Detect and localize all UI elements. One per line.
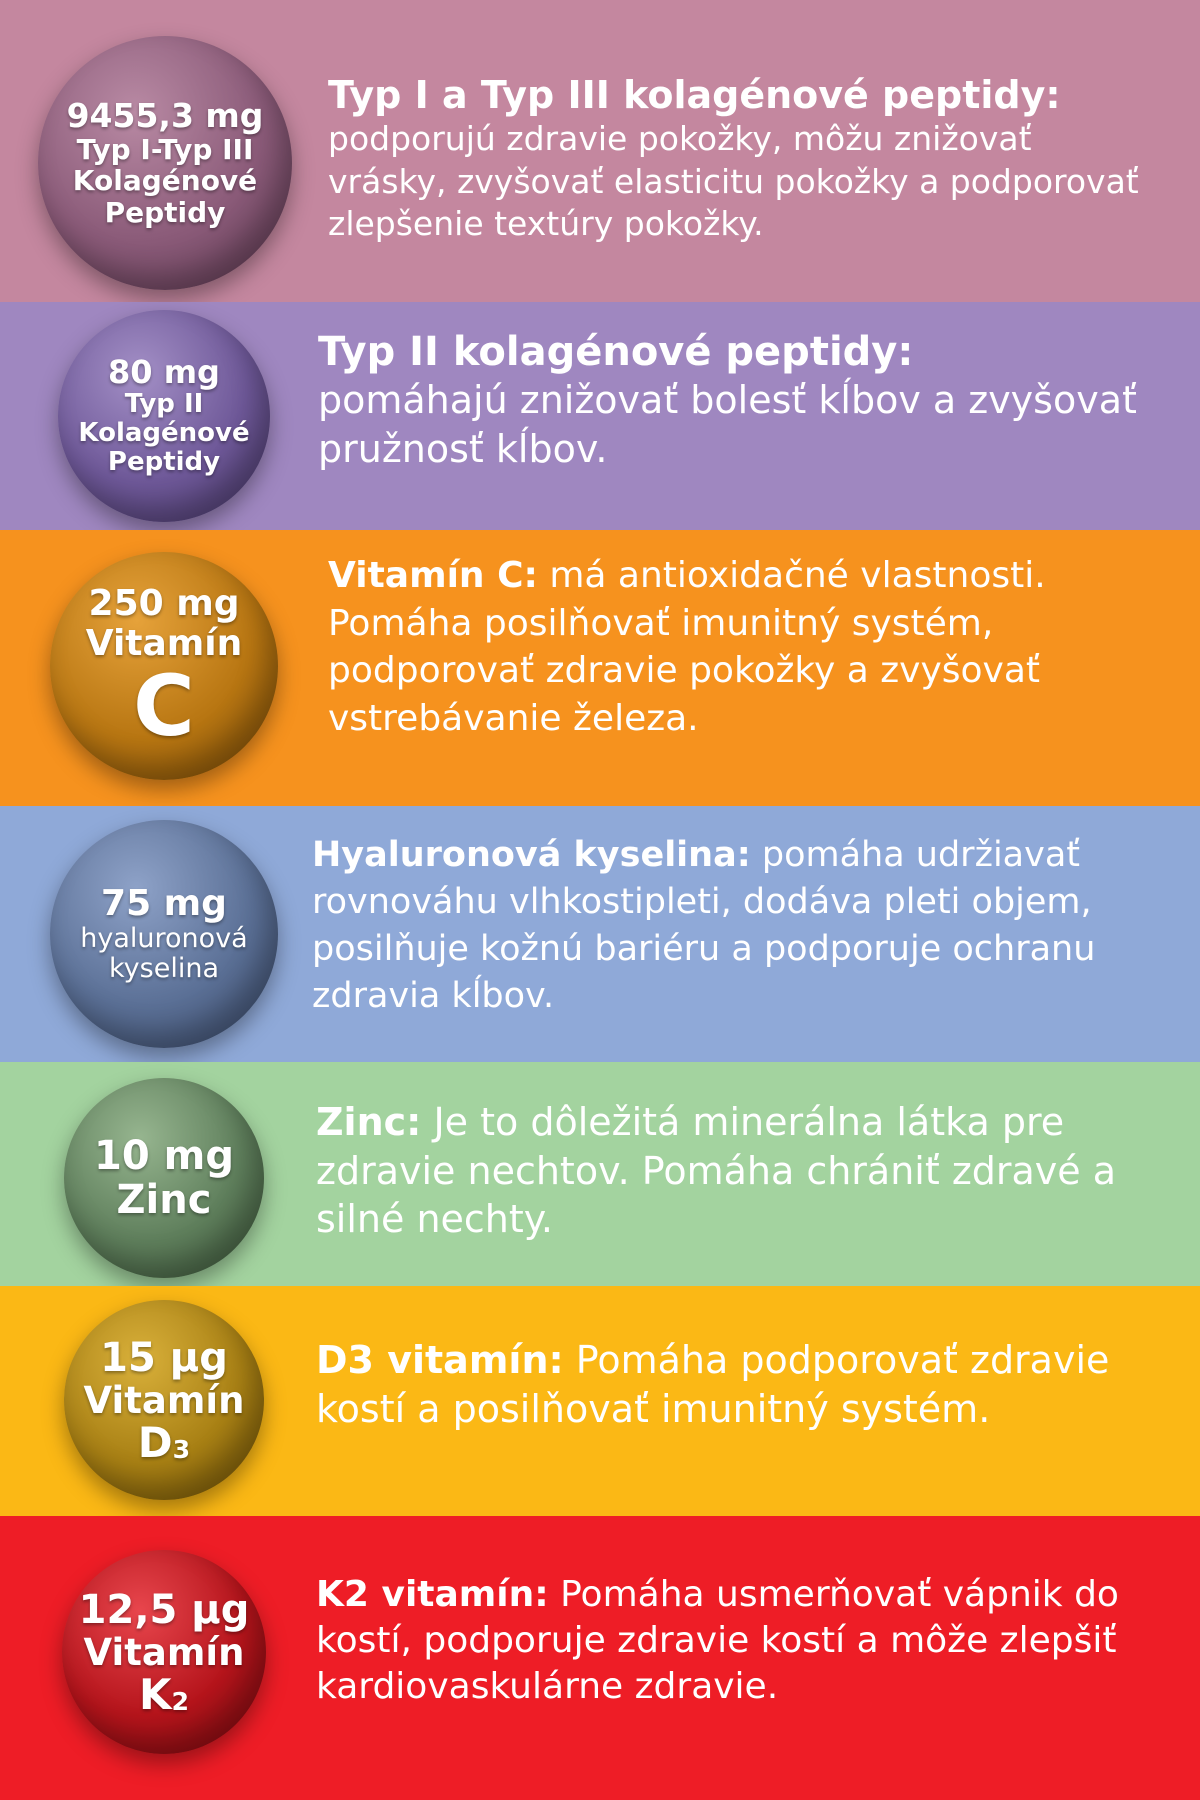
orb-name: Vitamín bbox=[85, 622, 243, 664]
collagen-type-1-3-band bbox=[0, 0, 1200, 302]
orb-letter-subscript: 2 bbox=[171, 1686, 190, 1716]
description-text: pomáhajú znižovať bolesť kĺbov a zvyšovať pružnosť kĺbov. bbox=[318, 378, 1137, 472]
vitamin-d3-orb bbox=[64, 1300, 264, 1500]
vitamin-k2-band bbox=[0, 1516, 1200, 1800]
vitamin-c-orb bbox=[50, 552, 278, 780]
description-label: K2 vitamín: bbox=[316, 1574, 549, 1615]
orb-letter: K bbox=[138, 1669, 172, 1719]
vitamin-d3-band bbox=[0, 1286, 1200, 1516]
description-label: Hyaluronová kyselina: bbox=[312, 835, 751, 875]
hyaluronic-acid-orb bbox=[50, 820, 278, 1048]
vitamin-d3-description bbox=[316, 1336, 1176, 1433]
orb-amount: 80 mg bbox=[108, 352, 220, 391]
description-text: pomáha udržiavať rovnováhu vlhkostipleti, dodáva pleti objem, posilňuje kožnú bariéru a podporuje ochranu zdravia kĺbov. bbox=[312, 835, 1096, 1016]
vitamin-k2-description bbox=[316, 1572, 1176, 1710]
hyaluronic-acid-band bbox=[0, 806, 1200, 1062]
description-label: Typ II kolagénové peptidy: bbox=[318, 329, 914, 375]
orb-amount: 9455,3 mg bbox=[66, 95, 264, 135]
description-label: Zinc: bbox=[316, 1100, 422, 1144]
orb-name-line: Typ II bbox=[124, 388, 204, 419]
orb-name-line: Peptidy bbox=[107, 447, 221, 478]
orb-name: Vitamín bbox=[83, 1379, 245, 1423]
description-label: Typ I a Typ III kolagénové peptidy: bbox=[328, 73, 1061, 117]
description-text: Je to dôležitá minerálna látka pre zdravie nechtov. Pomáha chrániť zdravé a silné nechty. bbox=[316, 1100, 1117, 1242]
orb-amount: 12,5 µg bbox=[78, 1587, 250, 1634]
orb-name-line: kyselina bbox=[109, 952, 219, 984]
collagen-type-1-3-orb bbox=[38, 36, 292, 290]
zinc-orb bbox=[64, 1078, 264, 1278]
collagen-type-1-3-description bbox=[328, 74, 1158, 246]
description-text: podporujú zdravie pokožky, môžu znižovať vrásky, zvyšovať elasticitu pokožky a podporovať zlepšenie textúry pokožky. bbox=[328, 118, 1139, 244]
orb-letter: D bbox=[137, 1417, 173, 1467]
orb-name-line: Typ I-Typ III bbox=[76, 133, 254, 167]
orb-amount: 10 mg bbox=[94, 1132, 234, 1179]
orb-name: Zinc bbox=[116, 1176, 212, 1223]
description-text: Pomáha podporovať zdravie kostí a posilňovať imunitný systém. bbox=[316, 1338, 1110, 1431]
orb-amount: 75 mg bbox=[101, 882, 227, 924]
orb-letter-group bbox=[138, 1669, 190, 1719]
collagen-type-2-band bbox=[0, 302, 1200, 530]
collagen-type-2-description bbox=[318, 328, 1158, 475]
orb-name-line: Kolagénové bbox=[78, 418, 250, 449]
orb-amount: 15 µg bbox=[100, 1335, 228, 1382]
orb-amount: 250 mg bbox=[88, 583, 240, 625]
description-label: D3 vitamín: bbox=[316, 1338, 564, 1382]
orb-letter-subscript: 3 bbox=[172, 1434, 191, 1464]
collagen-type-2-orb bbox=[58, 310, 270, 522]
hyaluronic-acid-description bbox=[312, 832, 1192, 1020]
zinc-description bbox=[316, 1098, 1136, 1244]
orb-name-line: Kolagénové bbox=[72, 164, 258, 198]
vitamin-c-description bbox=[328, 552, 1158, 742]
orb-letter: C bbox=[133, 656, 195, 755]
orb-letter-group bbox=[137, 1417, 191, 1467]
vitamin-c-band bbox=[0, 530, 1200, 806]
orb-name: Vitamín bbox=[83, 1631, 245, 1675]
description-label: Vitamín C: bbox=[328, 555, 538, 596]
orb-name-line: hyaluronová bbox=[80, 922, 248, 954]
zinc-band bbox=[0, 1062, 1200, 1286]
vitamin-k2-orb bbox=[62, 1550, 266, 1754]
orb-name-line: Peptidy bbox=[104, 195, 226, 229]
description-text: Pomáha usmerňovať vápnik do kostí, podporuje zdravie kostí a môže zlepšiť kardiovaskulárne zdravie. bbox=[316, 1574, 1119, 1708]
description-text: má antioxidačné vlastnosti. Pomáha posilňovať imunitný systém, podporovať zdravie pokožky a zvyšovať vstrebávanie železa. bbox=[328, 555, 1046, 739]
